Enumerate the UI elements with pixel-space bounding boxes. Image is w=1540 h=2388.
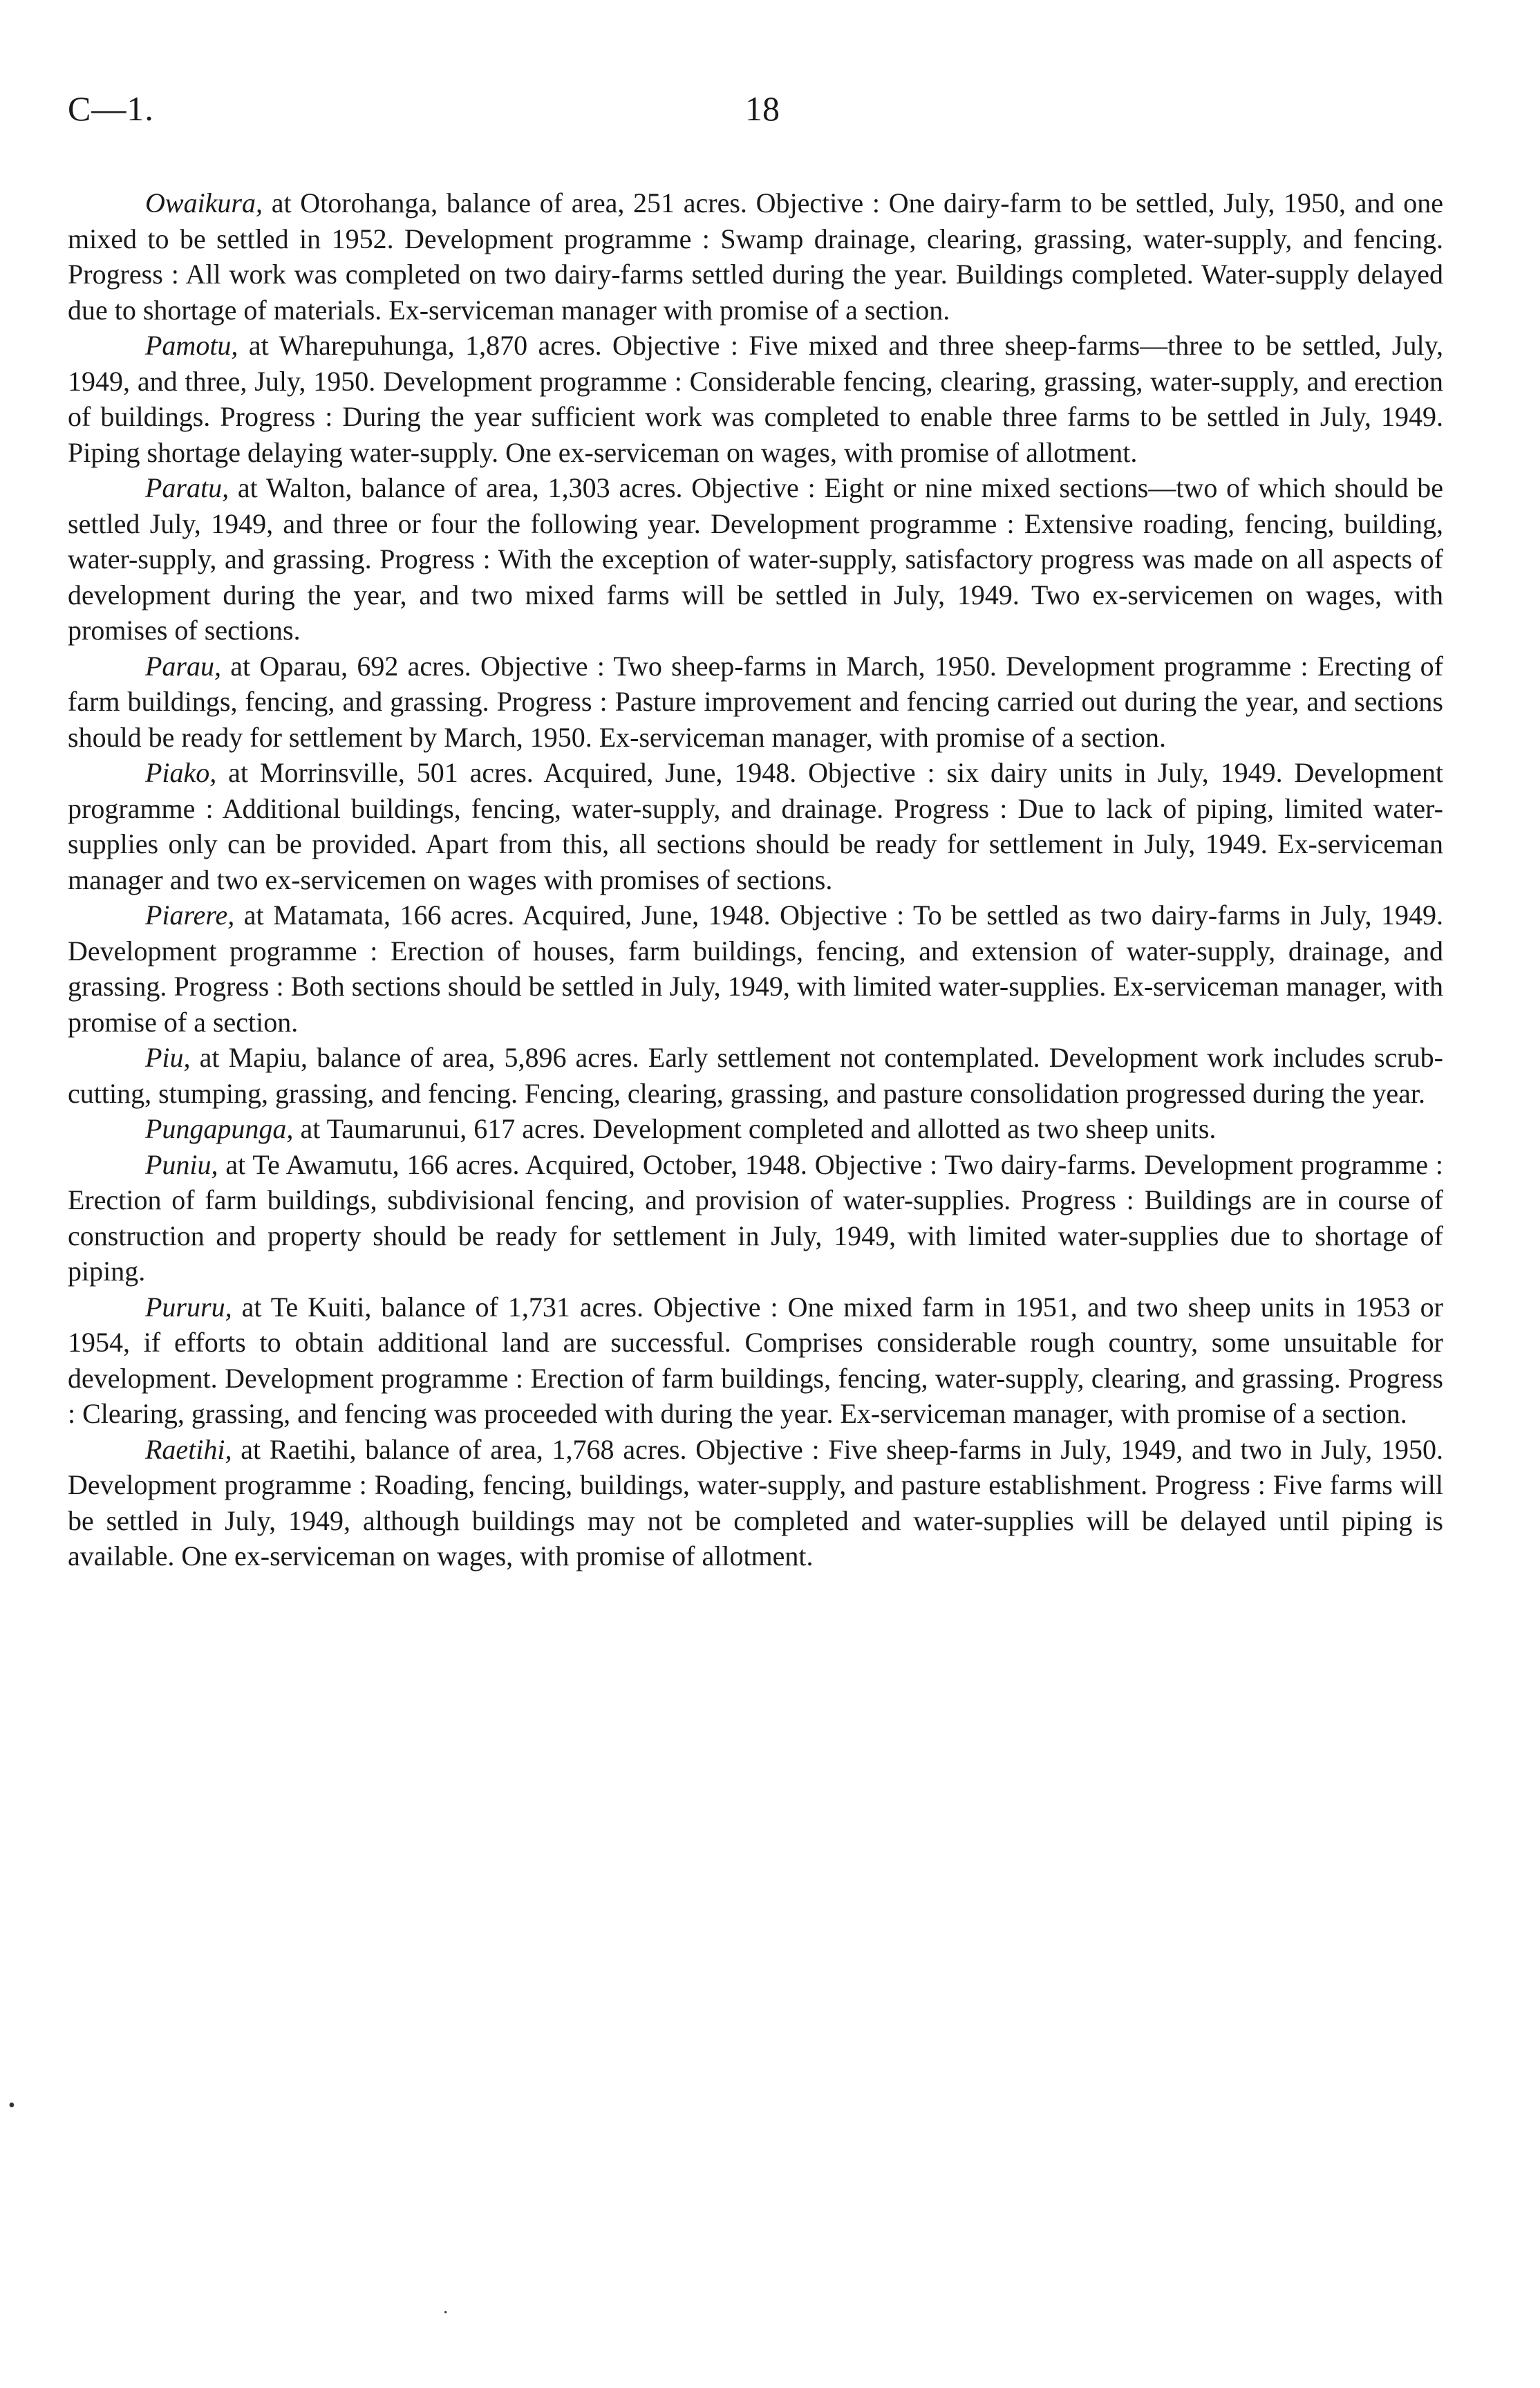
entry-text: at Morrinsville, 501 acres. Acquired, June, 1948. Objective : six dairy units in July, 1949. Development programme : Additional buildings, fencing, water-supply, and drainage. Progress : Due to lack of piping, limited water-supplies only can be provided. Apart from this, all sections should be ready for settlement in July, 1949. Ex-serviceman manager and two ex-servicemen on wages with promises of sections. <box>68 757 1443 895</box>
entry-name: Pungapunga, <box>145 1113 294 1144</box>
entry-text: at Wharepuhunga, 1,870 acres. Objective : Five mixed and three sheep-farms—three to be settled, July, 1949, and three, July, 1950. Development programme : Considerable fencing, clearing, grassing, water-supply, and erection of buildings. Progress : During the year sufficient work was completed to enable three farms to be settled in July, 1949. Piping shortage delaying water-supply. One ex-serviceman on wages, with promise of allotment. <box>68 330 1443 468</box>
page-number: 18 <box>745 89 780 128</box>
page-header <box>68 88 1450 137</box>
entry-text: at Te Kuiti, balance of 1,731 acres. Objective : One mixed farm in 1951, and two sheep units in 1953 or 1954, if efforts to obtain additional land are successful. Comprises considerable rough country, some unsuitable for development. Development programme : Erection of farm buildings, fencing, water-supply, clearing, and grassing. Progress : Clearing, grassing, and fencing was proceeded with during the year. Ex-serviceman manager, with promise of a section. <box>68 1291 1443 1429</box>
entry-owaikura <box>68 185 1443 328</box>
entry-raetihi <box>68 1432 1443 1574</box>
entry-name: Parau, <box>145 650 221 682</box>
settlement-entries <box>68 185 1443 1574</box>
entry-paratu <box>68 470 1443 649</box>
entry-piako <box>68 755 1443 897</box>
entry-name: Raetihi, <box>145 1433 232 1465</box>
entry-pururu <box>68 1289 1443 1432</box>
entry-piu <box>68 1040 1443 1111</box>
entry-name: Paratu, <box>145 472 229 503</box>
entry-text: at Raetihi, balance of area, 1,768 acres. Objective : Five sheep-farms in July, 1949, and two in July, 1950. Development programme : Roading, fencing, buildings, water-supply, and pasture establishment. Progress : Five farms will be settled in July, 1949, although buildings may not be completed and water-supplies will be delayed until piping is available. One ex-serviceman on wages, with promise of allotment. <box>68 1433 1443 1571</box>
entry-text: at Matamata, 166 acres. Acquired, June, 1948. Objective : To be settled as two dairy-farms in July, 1949. Development programme : Erection of houses, farm buildings, fencing, and extension of water-supply, drainage, and grassing. Progress : Both sections should be settled in July, 1949, with limited water-supplies. Ex-serviceman manager, with promise of a section. <box>68 899 1443 1038</box>
entry-name: Pamotu, <box>145 330 238 361</box>
entry-piarere <box>68 897 1443 1040</box>
entry-parau <box>68 649 1443 756</box>
margin-dot-mark: • <box>8 2095 15 2116</box>
entry-name: Piu, <box>145 1042 191 1073</box>
document-reference: C—1. <box>68 89 154 128</box>
entry-text: at Mapiu, balance of area, 5,896 acres. Early settlement not contemplated. Development work includes scrub-cutting, stumping, grassing, and fencing. Fencing, clearing, grassing, and pasture consolidation progressed during the year. <box>68 1042 1443 1109</box>
entry-text: at Walton, balance of area, 1,303 acres. Objective : Eight or nine mixed sections—two of which should be settled July, 1949, and three or four the following year. Development programme : Extensive roading, fencing, building, water-supply, and grassing. Progress : With the exception of water-supply, satisfactory progress was made on all aspects of development during the year, and two mixed farms will be settled in July, 1949. Two ex-servicemen on wages, with promises of sections. <box>68 472 1443 646</box>
scan-speck-mark: · <box>442 2302 449 2324</box>
entry-pamotu <box>68 328 1443 470</box>
entry-name: Puniu, <box>145 1148 218 1180</box>
entry-puniu <box>68 1147 1443 1289</box>
entry-pungapunga <box>68 1111 1443 1147</box>
entry-text: at Te Awamutu, 166 acres. Acquired, October, 1948. Objective : Two dairy-farms. Development programme : Erection of farm buildings, subdivisional fencing, and provision of water-supplies. Progress : Buildings are in course of construction and property should be ready for settlement in July, 1949, with limited water-supplies due to shortage of piping. <box>68 1148 1443 1287</box>
entry-text: at Taumarunui, 617 acres. Development completed and allotted as two sheep units. <box>293 1113 1217 1144</box>
entry-name: Piarere, <box>145 899 235 931</box>
entry-text: at Otorohanga, balance of area, 251 acres. Objective : One dairy-farm to be settled, July, 1950, and one mixed to be settled in 1952. Development programme : Swamp drainage, clearing, grassing, water-supply, and fencing. Progress : All work was completed on two dairy-farms settled during the year. Buildings completed. Water-supply delayed due to shortage of materials. Ex-serviceman manager with promise of a section. <box>68 187 1443 326</box>
entry-name: Piako, <box>145 757 217 788</box>
entry-name: Pururu, <box>145 1291 232 1323</box>
entry-name: Owaikura, <box>145 187 263 218</box>
entry-text: at Oparau, 692 acres. Objective : Two sheep-farms in March, 1950. Development programme : Erecting of farm buildings, fencing, and grassing. Progress : Pasture improvement and fencing carried out during the year, and sections should be ready for settlement by March, 1950. Ex-serviceman manager, with promise of a section. <box>68 650 1443 753</box>
